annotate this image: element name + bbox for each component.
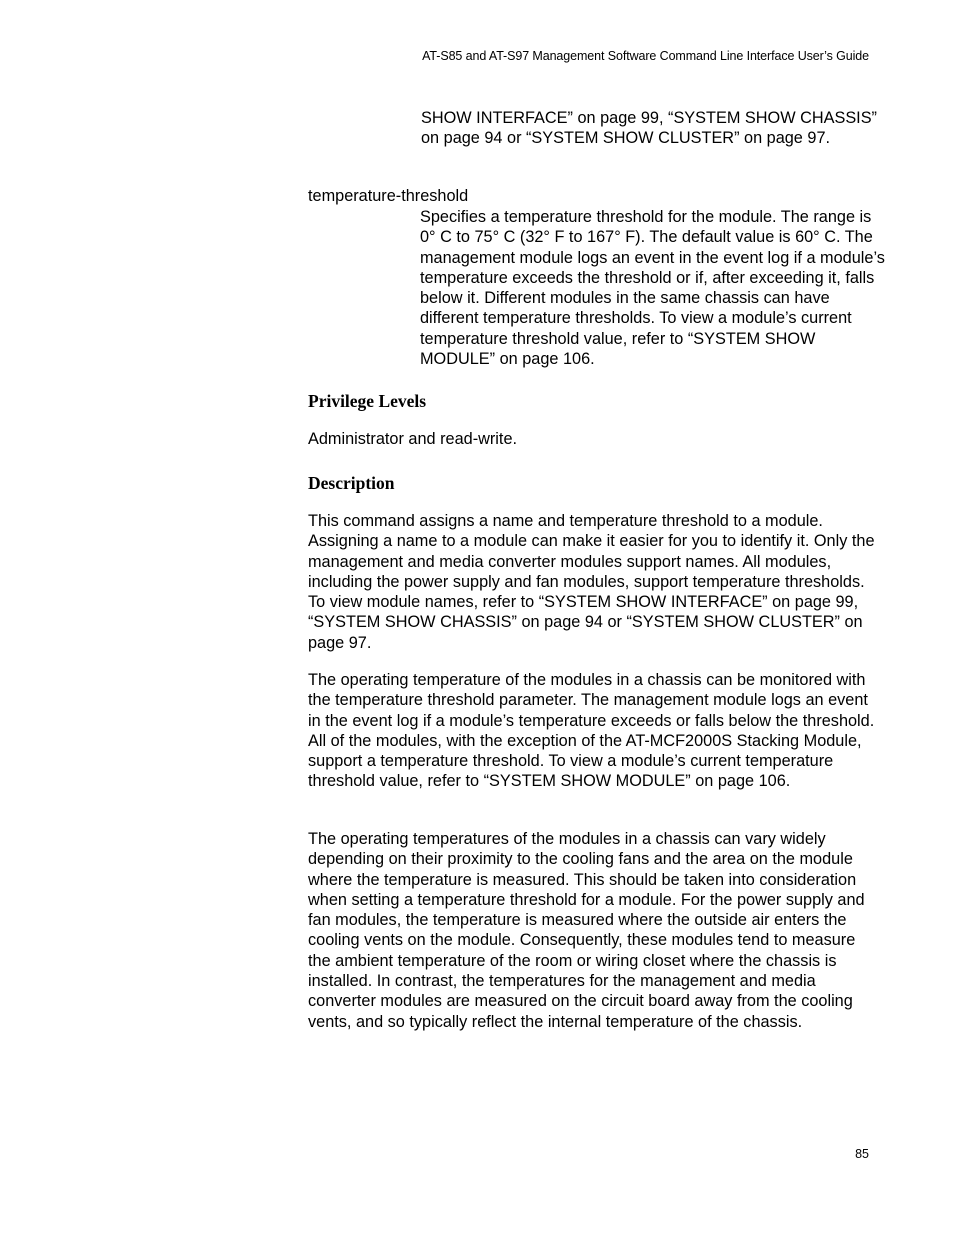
description-paragraph: The operating temperature of the modules in a chassis can be monitored with the temperature threshold parameter. The management module logs an event in the event log if a module’s temperature exceeds or falls below the threshold. All of the modules, with the exception of the AT-MCF2000S Stacking Module, support a temperature threshold. To view a module’s current temperature threshold value, refer to “SYSTEM SHOW MODULE” on page 106.	[308, 671, 875, 791]
page-number: 85	[855, 1147, 869, 1161]
running-header: AT-S85 and AT-S97 Management Software Command Line Interface User’s Guide	[422, 49, 869, 63]
privilege-levels-text: Administrator and read-write.	[308, 430, 518, 448]
description-heading: Description	[308, 473, 395, 493]
privilege-levels-heading: Privilege Levels	[308, 391, 427, 411]
description-paragraph: This command assigns a name and temperature threshold to a module. Assigning a name to a module can make it easier for you to identify it. Only the management and media converter modules support names. All modules, including the power supply and fan modules, support temperature thresholds. To view module names, refer to “SYSTEM SHOW INTERFACE” on page 99, “SYSTEM SHOW CHASSIS” on page 94 or “SYSTEM SHOW CLUSTER” on page 97.	[308, 512, 875, 652]
description-paragraph: The operating temperatures of the modules in a chassis can vary widely depending on their proximity to the cooling fans and the area on the module where the temperature is measured. This should be taken into consideration when setting a temperature threshold for a module. For the power supply and fan modules, the temperature is measured where the outside air enters the cooling vents on the module. Consequently, these modules tend to measure the ambient temperature of the room or wiring closet where the chassis is installed. In contrast, the temperatures for the management and media converter modules are measured on the circuit board away from the cooling vents, and so typically reflect the internal temperature of the chassis.	[308, 830, 865, 1031]
parameter-term-temperature-threshold: temperature-threshold	[308, 187, 469, 205]
parameter-description-temperature-threshold: Specifies a temperature threshold for the module. The range is 0° C to 75° C (32° F to 167° F). The default value is 60° C. The management module logs an event in the event log if a module’s temperature exceeds the threshold or if, after exceeding it, falls below it. Different modules in the same chassis can have different temperature thresholds. To view a module’s current temperature threshold value, refer to “SYSTEM SHOW MODULE” on page 106.	[420, 208, 885, 369]
parameter-description-continued: SHOW INTERFACE” on page 99, “SYSTEM SHOW CHASSIS” on page 94 or “SYSTEM SHOW CLUSTER” on page 97.	[421, 109, 877, 148]
